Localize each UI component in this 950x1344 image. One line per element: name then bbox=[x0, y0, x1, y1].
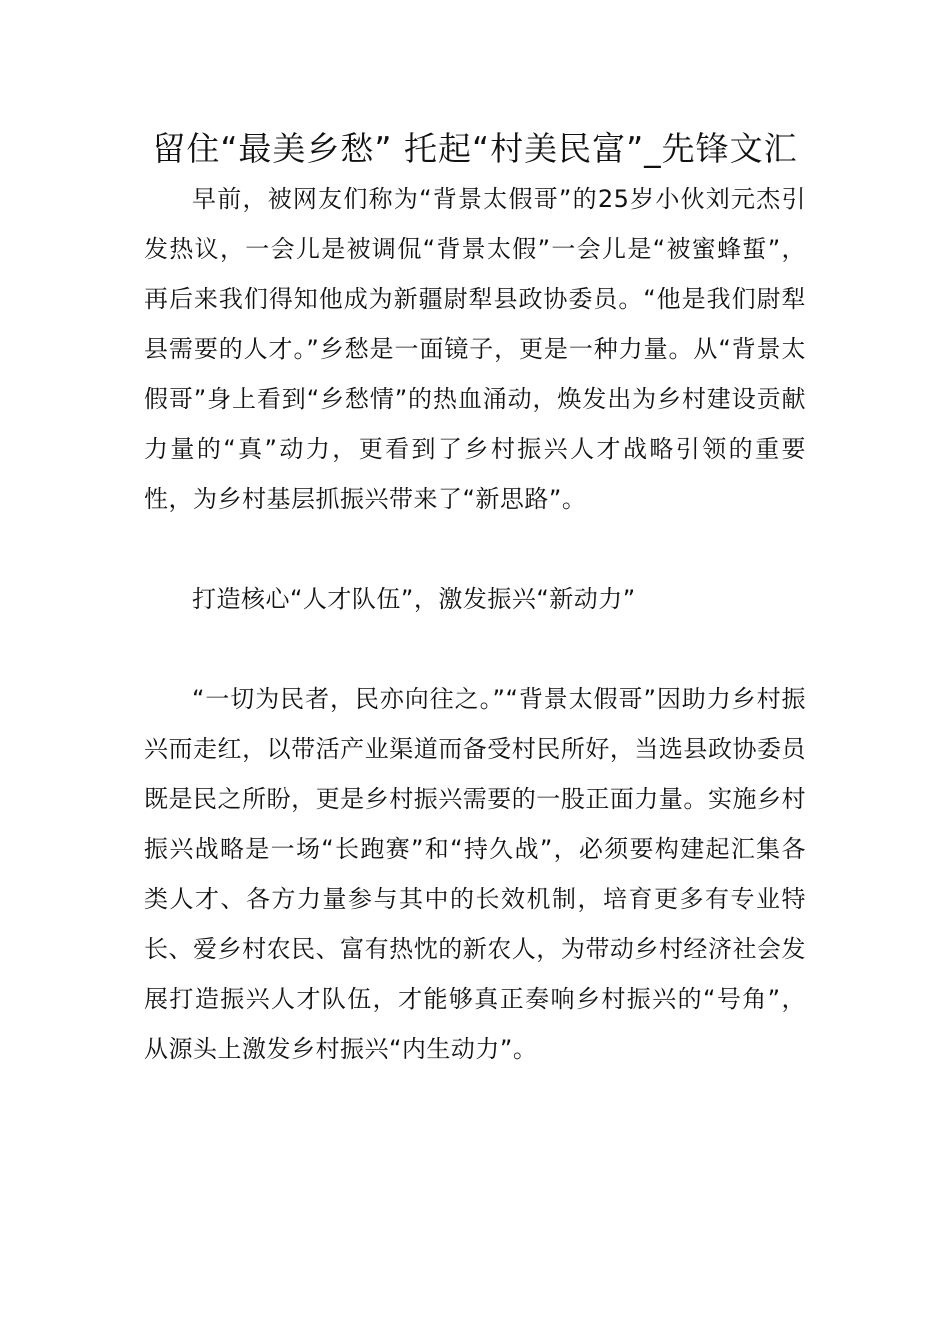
document-page bbox=[144, 124, 806, 1074]
paragraph-intro: 早前，被网友们称为“背景太假哥”的25岁小伙刘元杰引发热议，一会儿是被调侃“背景太假”一会儿是“被蜜蜂蜇”，再后来我们得知他成为新疆尉犁县政协委员。“他是我们尉犁县需要的人才。”乡愁是一面镜子，更是一种力量。从“背景太假哥”身上看到“乡愁情”的热血涌动，焕发出为乡村建设贡献力量的“真”动力，更看到了乡村振兴人才战略引领的重要性，为乡村基层抓振兴带来了“新思路”。 bbox=[144, 185, 806, 513]
section-heading: 打造核心“人才队伍”，激发振兴“新动力” bbox=[192, 585, 636, 613]
paragraph-spacer bbox=[144, 524, 806, 574]
document-title: 留住“最美乡愁” 托起“村美民富”_先锋文汇 bbox=[152, 129, 798, 168]
paragraph-spacer bbox=[144, 624, 806, 674]
paragraph-body: “一切为民者，民亦向往之。”“背景太假哥”因助力乡村振兴而走红，以带活产业渠道而备受村民所好，当选县政协委员既是民之所盼，更是乡村振兴需要的一股正面力量。实施乡村振兴战略是一场“长跑赛”和“持久战”，必须要构建起汇集各类人才、各方力量参与其中的长效机制，培育更多有专业特长、爱乡村农民、富有热忱的新农人，为带动乡村经济社会发展打造振兴人才队伍，才能够真正奏响乡村振兴的“号角”，从源头上激发乡村振兴“内生动力”。 bbox=[144, 685, 806, 1063]
